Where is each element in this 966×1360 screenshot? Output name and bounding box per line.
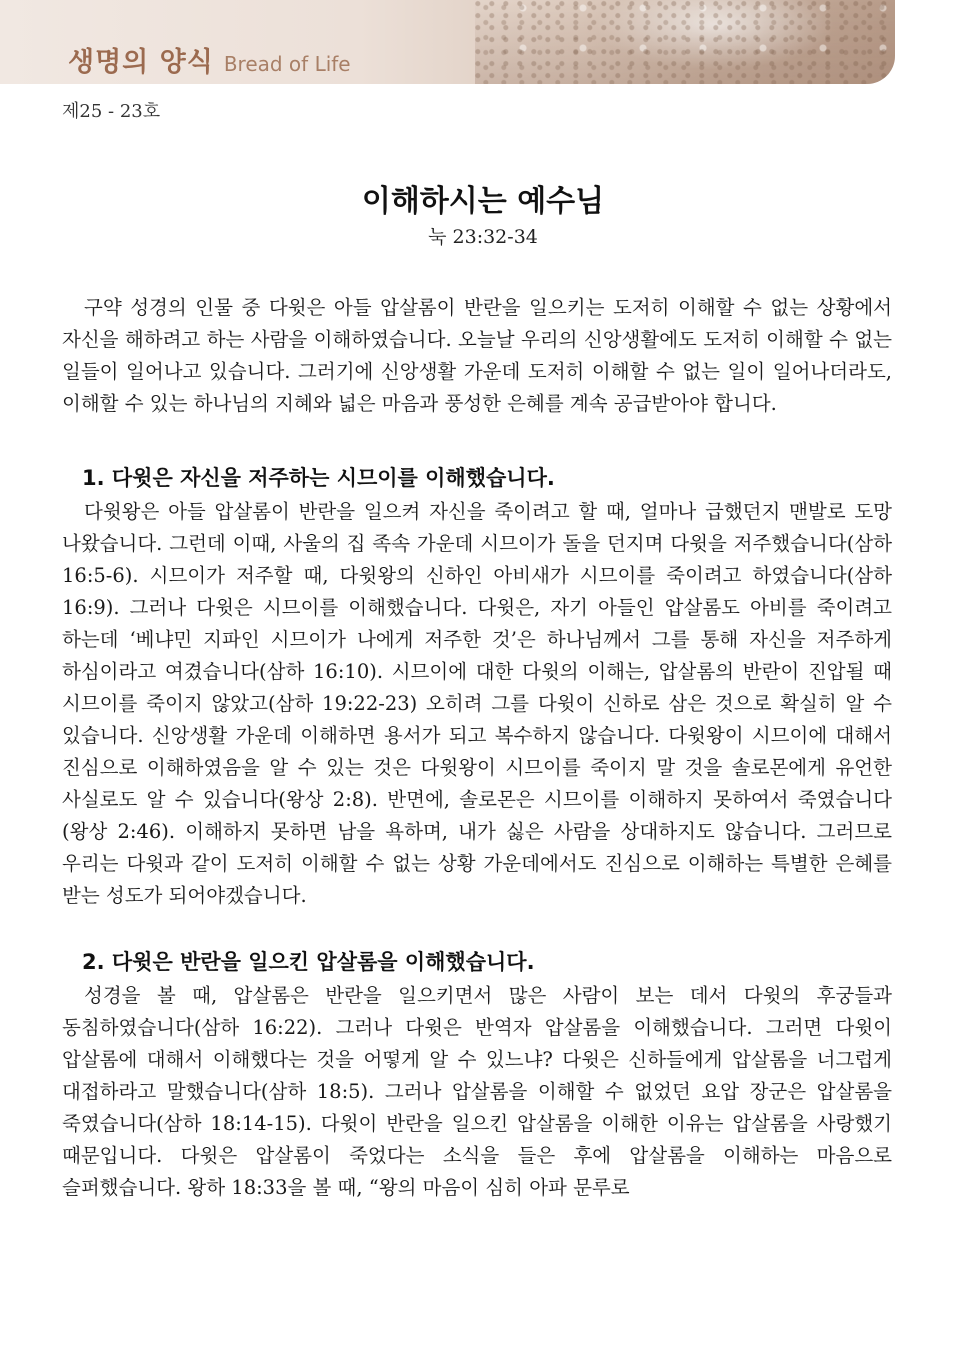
scripture-reference: 눅 23:32-34 <box>428 226 538 248</box>
issue-number: 제25 - 23호 <box>62 101 161 122</box>
header-banner <box>0 0 895 84</box>
sermon-title: 이해하시는 예수님 <box>361 184 605 219</box>
section-body-1: 다윗왕은 아들 압살롬이 반란을 일으켜 자신을 죽이려고 할 때, 얼마나 급했던지 맨발로 도망 나왔습니다. 그런데 이때, 사울의 집 족속 가운데 시므이가 돌을 던지며 다윗을 저주했습니다(삼하 16:5-6). 시므이가 저주할 때, 다윗왕의 신하인 아비새가 시므이를 죽이려고 하였습니다(삼하 16:9). 그러나 다윗은 시므이를 이해했습니다. 다윗은, 자기 아들인 압살롬도 아비를 죽이려고 하는데 ‘베냐민 지파인 시므이가 나에게 저주한 것’은 하나님께서 그를 통해 자신을 저주하게 하심이라고 여겼습니다(삼하 16:10). 시므이에 대한 다윗의 이해는, 압살롬의 반란이 진압될 때 시므이를 죽이지 않았고(삼하 19:22-23) 오히려 그를 다윗이 신하로 삼은 것으로 확실히 알 수 있습니다. 신앙생활 가운데 이해하면 용서가 되고 복수하지 않습니다. 다윗왕이 시므이에 대해서 진심으로 이해하였음을 알 수 있는 것은 다윗왕이 시므이를 죽이지 말 것을 솔로몬에게 유언한 사실로도 알 수 있습니다(왕상 2:8). 반면에, 솔로몬은 시므이를 이해하지 못하여서 죽였습니다(왕상 2:46). 이해하지 못하면 남을 욕하며, 내가 싫은 사람을 상대하지도 않습니다. 그러므로 우리는 다윗과 같이 도저히 이해할 수 없는 상황 가운데에서도 진심으로 이해하는 특별한 은혜를 받는 성도가 되어야겠습니다. <box>62 500 892 907</box>
brand <box>68 40 351 79</box>
banner-crowd-photo <box>475 0 895 84</box>
section-heading-1: 1. 다윗은 자신을 저주하는 시므이를 이해했습니다. <box>82 466 555 490</box>
brand-english-title: Bread of Life <box>223 52 351 76</box>
section-heading-2: 2. 다윗은 반란을 일으킨 압살롬을 이해했습니다. <box>82 950 535 974</box>
sermon-body <box>62 292 892 1204</box>
brand-korean-title: 생명의 양식 <box>68 47 214 78</box>
section-body-2: 성경을 볼 때, 압살롬은 반란을 일으키면서 많은 사람이 보는 데서 다윗의 후궁들과 동침하였습니다(삼하 16:22). 그러나 다윗은 반역자 압살롬을 이해했습니다. 그러면 다윗이 압살롬에 대해서 이해했다는 것을 어떻게 알 수 있느냐? 다윗은 신하들에게 압살롬을 너그럽게 대접하라고 말했습니다(삼하 18:5). 그러나 압살롬을 이해할 수 없었던 요압 장군은 압살롬을 죽였습니다(삼하 18:14-15). 다윗이 반란을 일으킨 압살롬을 이해한 이유는 압살롬을 사랑했기 때문입니다. 다윗은 압살롬이 죽었다는 소식을 들은 후에 압살롬을 이해하는 마음으로 슬퍼했습니다. 왕하 18:33을 볼 때, “왕의 마음이 심히 아파 문루로 <box>62 984 892 1199</box>
intro-paragraph: 구약 성경의 인물 중 다윗은 아들 압살롬이 반란을 일으키는 도저히 이해할 수 없는 상황에서 자신을 해하려고 하는 사람을 이해하였습니다. 오늘날 우리의 신앙생활에도 도저히 이해할 수 없는 일들이 일어나고 있습니다. 그러기에 신앙생활 가운데 도저히 이해할 수 없는 일이 일어나더라도, 이해할 수 있는 하나님의 지혜와 넓은 마음과 풍성한 은혜를 계속 공급받아야 합니다. <box>62 296 892 415</box>
